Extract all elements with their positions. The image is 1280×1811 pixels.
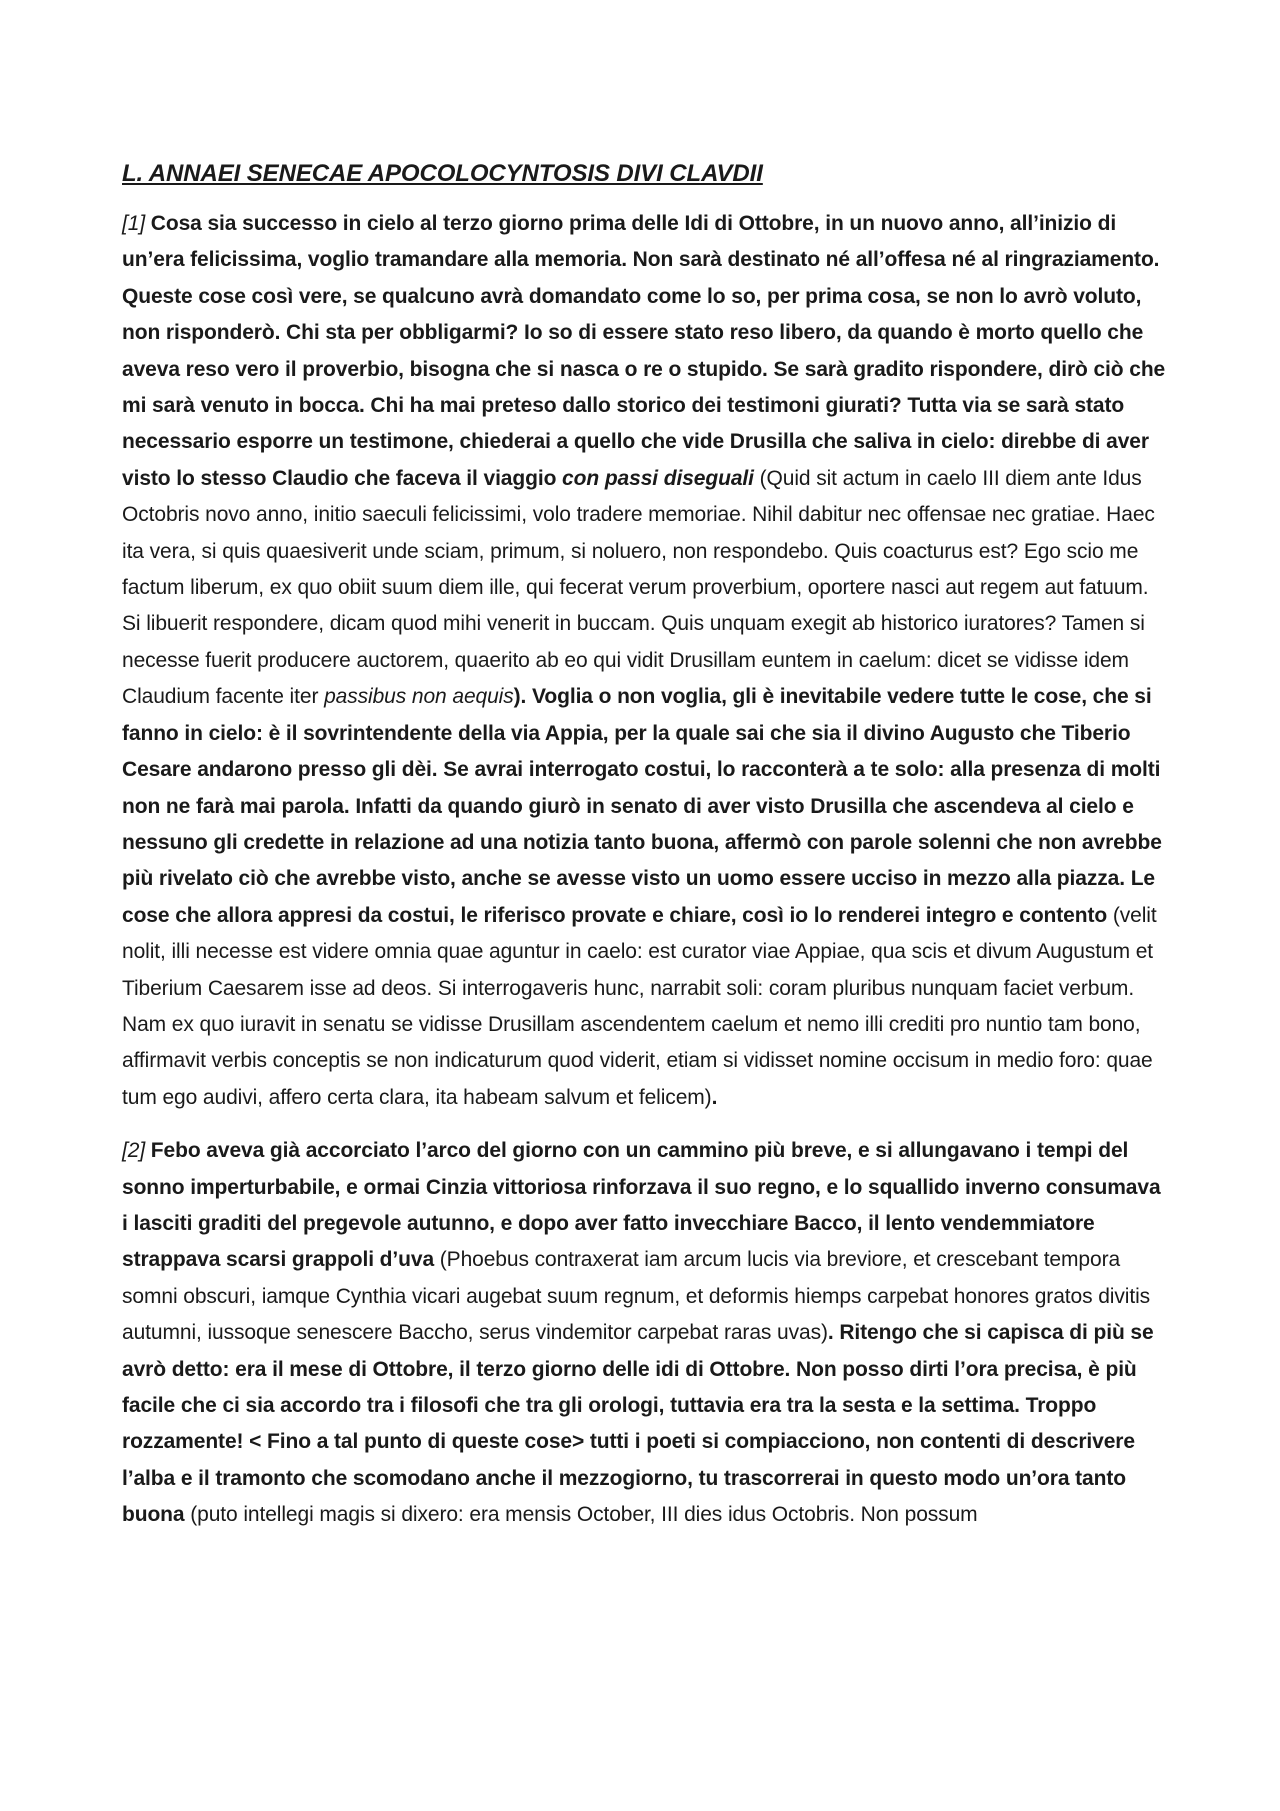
- paragraph-end: .: [711, 1085, 718, 1109]
- section-number: [2]: [122, 1139, 146, 1163]
- latin-original: (velit nolit, illi necesse est videre omnia quae aguntur in caelo: est curator viae Appiae, qua scis et divum Augustum et Tiberium Caesarem isse ad deos. Si interrogaveris hunc, narrabit soli: coram pluribus nunquam faciet verbum. Nam ex quo iuravit in senatu se vidisse Drusillam ascendentem caelum et nemo illi crediti pro nuntio tam bono, affirmavit verbis conceptis se non indicaturum quod viderit, etiam si vidisset nomine occisum in medio foro: quae tum ego audivi, affero certa clara, ita habeam salvum et felicem): [122, 903, 1157, 1109]
- latin-original: (Phoebus contraxerat iam arcum lucis via breviore, et crescebant tempora somni obscuri, iamque Cynthia vicari augebat suum regnum, et deformis hiemps carpebat honores gratos divitis autumni, iussoque senescere Baccho, serus vindemitor carpebat raras uvas): [122, 1248, 1151, 1345]
- section-number: [1]: [122, 212, 146, 235]
- italian-translation: Voglia o non voglia, gli è inevitabile vedere tutte le cose, che si fanno in cielo: è il sovrintendente della via Appia, per la quale sai che sia il divino Augusto che Tiberio Cesare andarono presso gli dèi. Se avrai interrogato costui, lo racconterà a te solo: alla presenza di molti non ne farà mai parola. Infatti da quando giurò in senato di aver visto Drusilla che ascendeva al cielo e nessuno gli credette in relazione ad una notizia tanto buona, affermò con parole solenni che non avrebbe più rivelato ciò che avrebbe visto, anche se avesse visto un uomo essere ucciso in mezzo alla piazza. Le cose che allora appresi da costui, le riferisco provate e chiare, così io lo renderei integro e contento: [122, 685, 1162, 927]
- paragraph-1: [122, 206, 1172, 1116]
- latin-close: ).: [513, 685, 527, 709]
- latin-original: (puto intellegi magis si dixero: era mensis October, III dies idus Octobris. Non possum: [184, 1503, 978, 1527]
- latin-emphasis: passibus non aequis: [324, 685, 514, 709]
- italian-translation: Febo aveva già accorciato l’arco del giorno con un cammino più breve, e si allungavano i tempi del sonno imperturbabile, e ormai Cinzia vittoriosa rinforzava il suo regno, e lo squallido inverno consumava i lasciti graditi del pregevole autunno, e dopo aver fatto invecchiare Bacco, il lento vendemmiatore strappava scarsi grappoli d’uva: [122, 1139, 1161, 1272]
- latin-original: (Quid sit actum in caelo III diem ante Idus Octobris novo anno, initio saeculi felicissimi, volo tradere memoriae. Nihil dabitur nec offensae nec gratiae. Haec ita vera, si quis quaesiverit unde sciam, primum, si noluero, non respondebo. Quis coacturus est? Ego scio me factum liberum, ex quo obiit suum diem ille, qui fecerat verum proverbium, oportere nasci aut regem aut fatuum. Si libuerit respondere, dicam quod mihi venerit in buccam. Quis unquam exegit ab historico iuratores? Tamen si necesse fuerit producere auctorem, quaerito ab eo qui vidit Drusillam euntem in caelum: dicet se vidisse idem Claudium facente iter: [122, 466, 1155, 709]
- document-page: [122, 150, 1172, 1551]
- paragraph-2: [122, 1133, 1172, 1533]
- italian-translation: . Ritengo che si capisca di più se avrò detto: era il mese di Ottobre, il terzo giorno delle idi di Ottobre. Non posso dirti l’ora precisa, è più facile che ci sia accordo tra i filosofi che tra gli orologi, tuttavia era tra la sesta e la settima. Troppo rozzamente! < Fino a tal punto di queste cose> tutti i poeti si compiacciono, non contenti di descrivere l’alba e il tramonto che scomodano anche il mezzogiorno, tu trascorrerai in questo modo un’ora tanto buona: [122, 1321, 1154, 1527]
- italian-emphasis: con passi diseguali: [562, 466, 754, 490]
- document-title: L. ANNAEI SENECAE APOCOLOCYNTOSIS DIVI CLAVDII: [122, 160, 763, 187]
- italian-translation: Cosa sia successo in cielo al terzo giorno prima delle Idi di Ottobre, in un nuovo anno, all’inizio di un’era felicissima, voglio tramandare alla memoria. Non sarà destinato né all’offesa né al ringraziamento. Queste cose così vere, se qualcuno avrà domandato come lo so, per prima cosa, se non lo avrò voluto, non risponderò. Chi sta per obbligarmi? Io so di essere stato reso libero, da quando è morto quello che aveva reso vero il proverbio, bisogna che si nasca o re o stupido. Se sarà gradito rispondere, dirò ciò che mi sarà venuto in bocca. Chi ha mai preteso dallo storico dei testimoni giurati? Tutta via se sarà stato necessario esporre un testimone, chiederai a quello che vide Drusilla che saliva in cielo: direbbe di aver visto lo stesso Claudio che faceva il viaggio: [122, 212, 1166, 490]
